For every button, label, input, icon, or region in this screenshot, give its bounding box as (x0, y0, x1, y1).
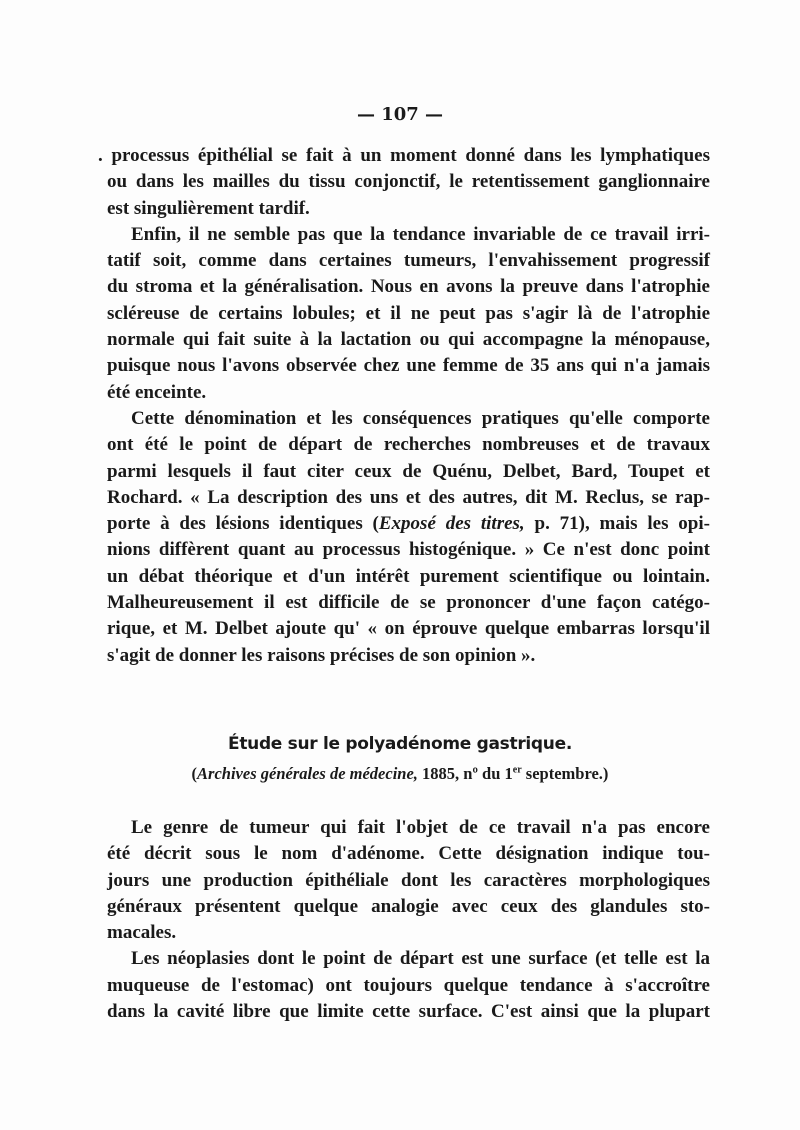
body-text-upper (98, 143, 710, 669)
text-line: un débat théorique et d'un intérêt purement scientifique ou lointain. (107, 565, 710, 587)
text-line: parmi lesquels il faut citer ceux de Quénu, Delbet, Bard, Toupet et (107, 460, 710, 482)
text-line: ont été le point de départ de recherches nombreuses et de travaux (107, 434, 710, 456)
text-line: scléreuse de certains lobules; et il ne peut pas s'agir là de l'atrophie (107, 302, 710, 324)
text-segment: p. 71), mais les opi- (524, 513, 710, 535)
text-line: puisque nous l'avons observée chez une femme de 35 ans qui n'a jamais (107, 355, 710, 377)
text-line: dans la cavité libre que limite cette surface. C'est ainsi que la plupart (107, 1001, 710, 1023)
text-line: s'agit de donner les raisons précises de son opinion ». (107, 644, 536, 666)
section-title: Étude sur le polyadénome gastrique. (228, 734, 572, 754)
text-line: été enceinte. (107, 381, 207, 403)
text-line: Enfin, il ne semble pas que la tendance invariable de ce travail irri- (131, 223, 710, 245)
text-line: Les néoplasies dont le point de départ est une surface (et telle est la (131, 948, 710, 970)
section-subtitle (0, 764, 800, 784)
text-line: du stroma et la généralisation. Nous en avons la preuve dans l'atrophie (107, 276, 710, 298)
text-line: jours une production épithéliale dont les caractères morphologiques (107, 869, 710, 891)
text-line: tatif soit, comme dans certaines tumeurs, l'envahissement progressif (107, 250, 710, 272)
citation-title: Exposé des titres, (378, 513, 525, 535)
page-number: — 107 — (356, 104, 444, 125)
text-line: est singulièrement tardif. (107, 197, 310, 219)
text-line: Rochard. « La description des uns et des autres, dit M. Reclus, se rap- (107, 486, 710, 508)
body-text-lower (107, 815, 710, 1025)
superscript: er (512, 764, 522, 776)
subtitle-segment: septembre.) (521, 764, 609, 783)
text-line-with-citation (107, 511, 710, 537)
text-line: rique, et M. Delbet ajoute qu' « on éprouve quelque embarras lorsqu'il (107, 618, 710, 640)
text-line: été décrit sous le nom d'adénome. Cette désignation indique tou- (107, 843, 710, 865)
text-line: muqueuse de l'estomac) ont toujours quelque tendance à s'accroître (107, 974, 710, 996)
subtitle-segment: 1885, nº du 1 (417, 764, 513, 783)
text-line: Cette dénomination et les conséquences pratiques qu'elle comporte (131, 407, 710, 429)
subtitle-segment: ( (191, 764, 198, 783)
text-line: ou dans les mailles du tissu conjonctif, le retentissement ganglionnaire (107, 171, 710, 193)
journal-title: Archives générales de médecine, (197, 764, 418, 783)
text-line: nions diffèrent quant au processus histogénique. » Ce n'est donc point (107, 539, 710, 561)
text-line: normale qui fait suite à la lactation ou qui accompagne la ménopause, (107, 329, 710, 351)
text-segment: porte à des lésions identiques ( (107, 513, 379, 535)
text-line: Malheureusement il est difficile de se prononcer d'une façon catégo- (107, 592, 710, 614)
text-line: . processus épithélial se fait à un moment donné dans les lymphatiques (98, 145, 710, 166)
text-line: macales. (107, 922, 177, 944)
text-line: Le genre de tumeur qui fait l'objet de ce travail n'a pas encore (131, 817, 710, 838)
text-line: généraux présentent quelque analogie avec ceux des glandules sto- (107, 895, 710, 917)
